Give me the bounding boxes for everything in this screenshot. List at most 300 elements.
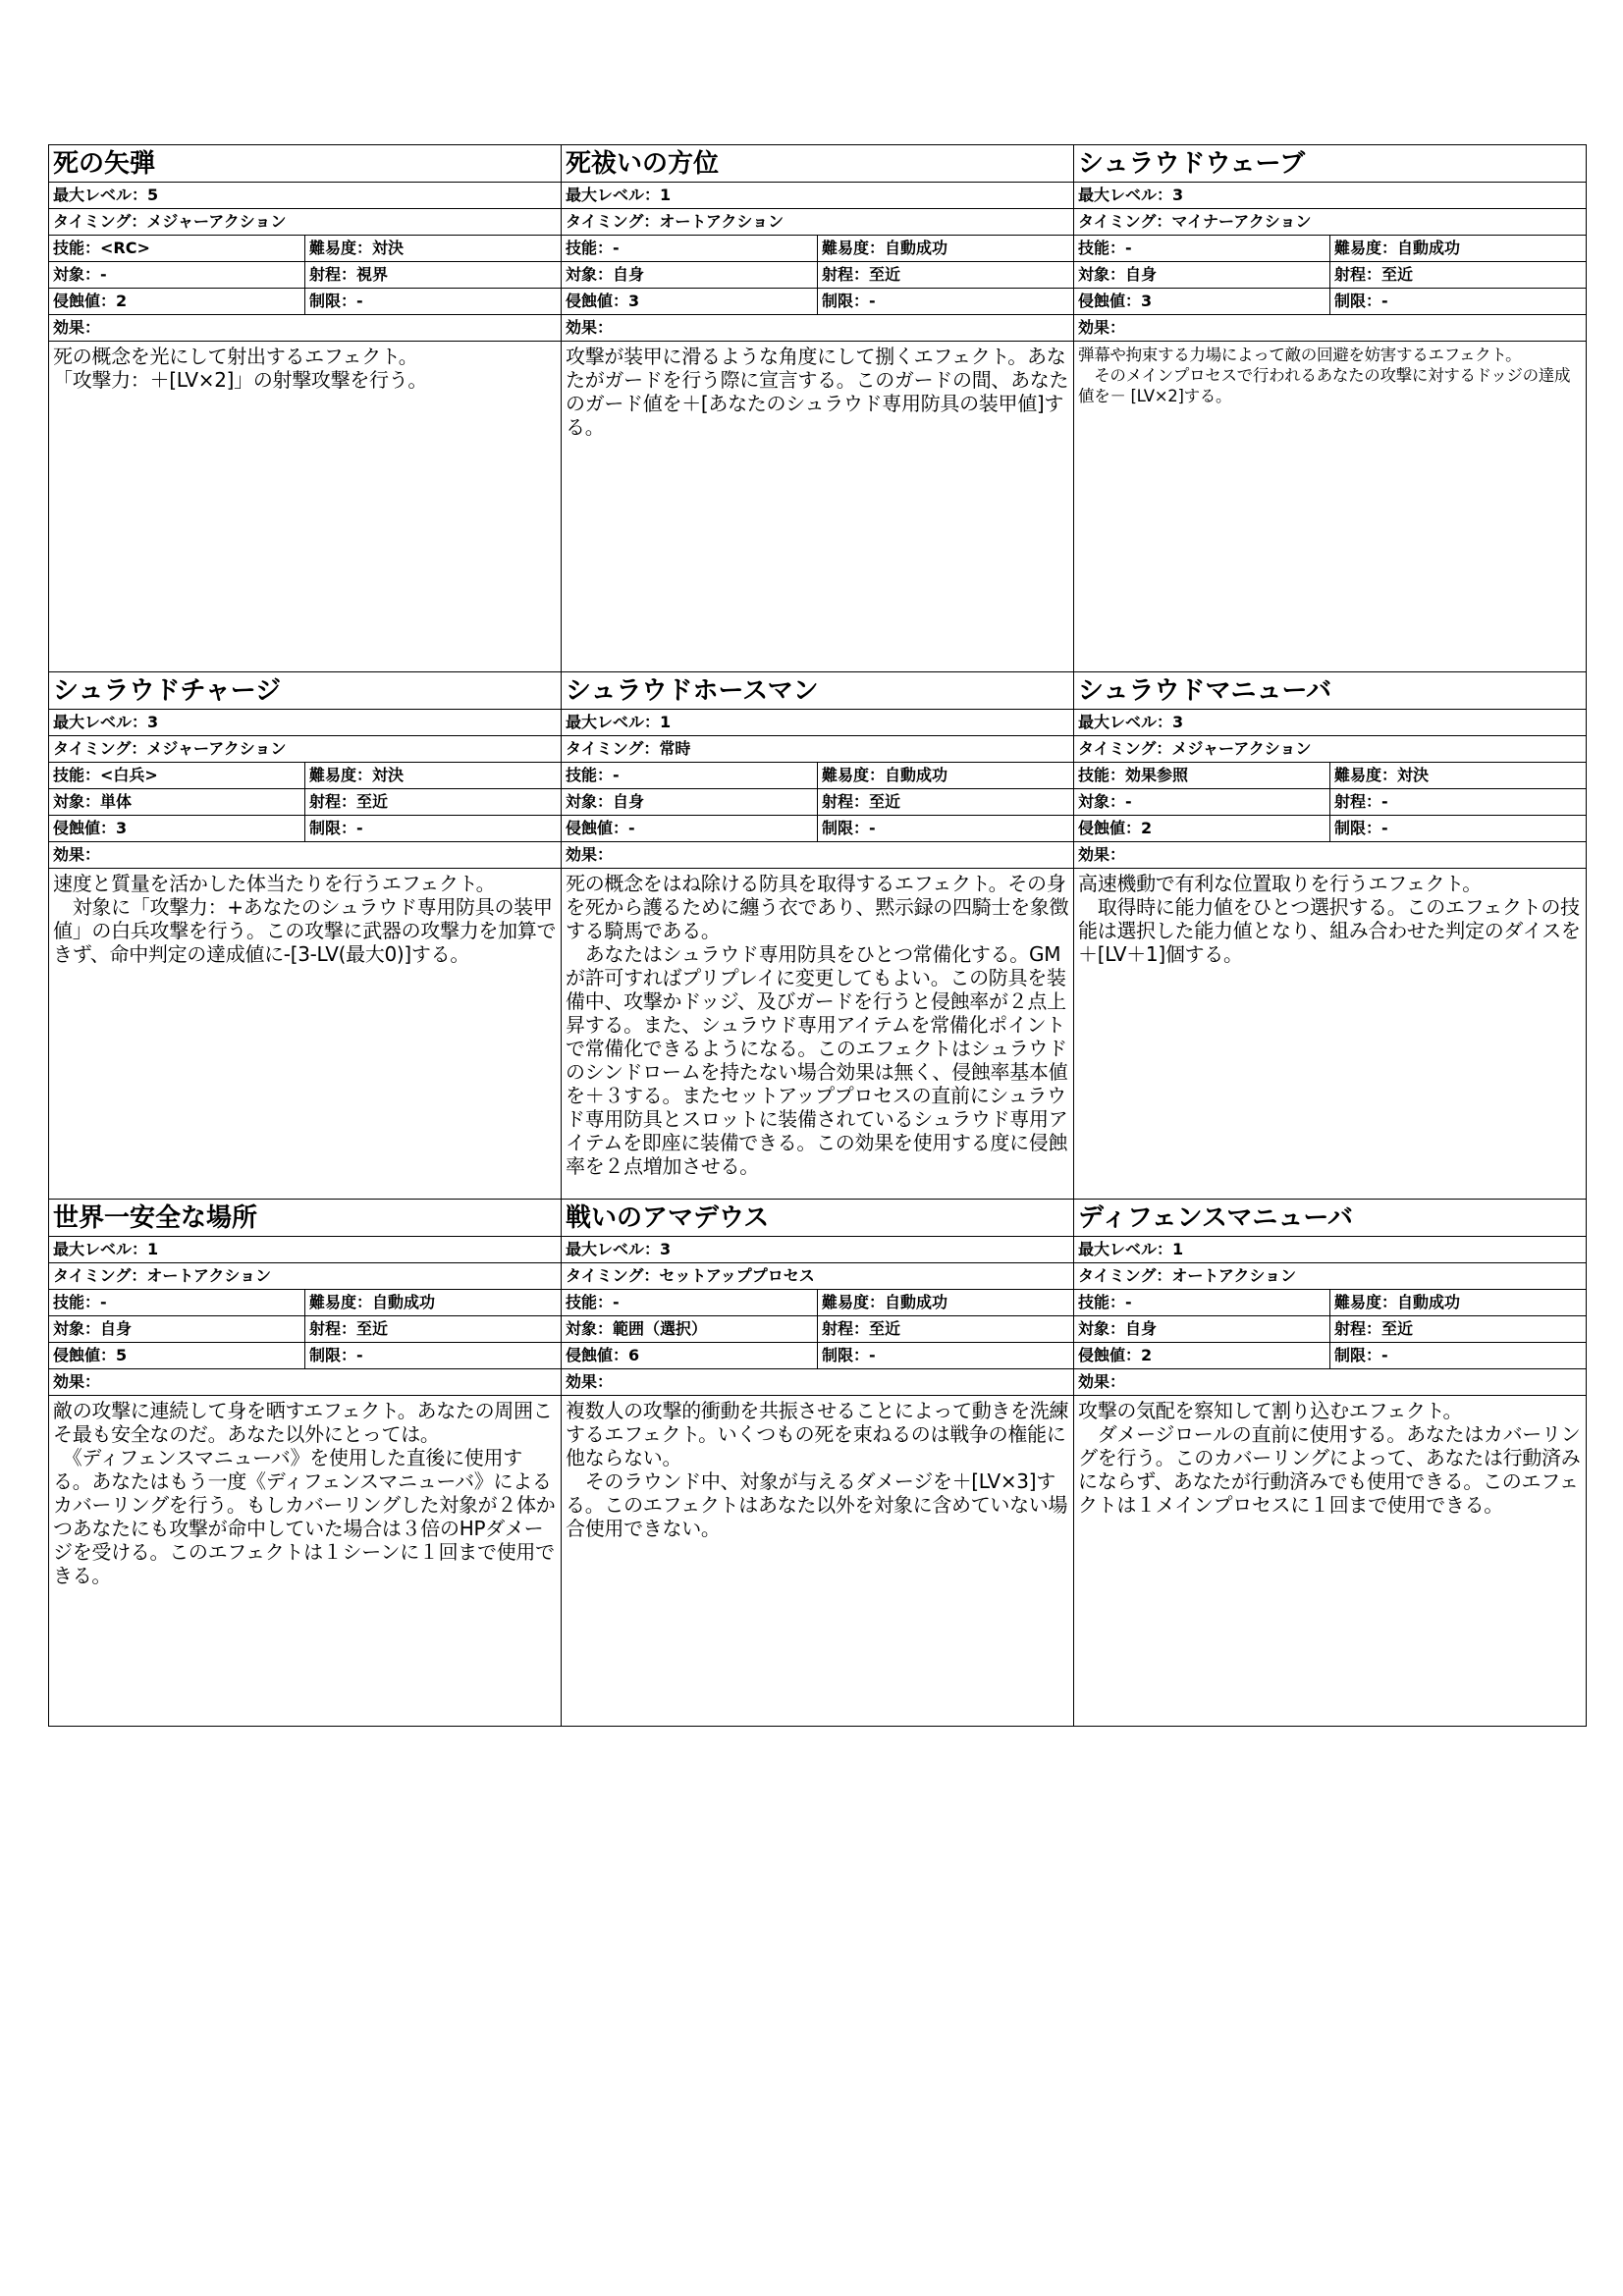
erosion-limit-row [1074, 1343, 1586, 1369]
erosion-label: 侵蝕値： [1078, 819, 1142, 837]
effect-header-row [562, 842, 1073, 869]
skill-difficulty-row [1074, 1290, 1586, 1316]
erosion-cell [49, 289, 305, 314]
effect-label: 効果： [566, 845, 614, 864]
target-range-row [1074, 262, 1586, 289]
range-cell [1330, 262, 1586, 288]
skill-label: 技能： [1078, 1293, 1126, 1311]
limit-value: - [1381, 1346, 1388, 1364]
max-level-value: 1 [660, 186, 672, 204]
difficulty-value: 対決 [372, 766, 405, 784]
erosion-value: 3 [116, 819, 128, 837]
range-cell [1330, 789, 1586, 815]
target-range-row [49, 1316, 561, 1343]
difficulty-value: 対決 [372, 239, 405, 257]
effect-card [562, 145, 1074, 672]
limit-label: 制限： [822, 292, 870, 310]
target-range-row [49, 789, 561, 816]
skill-cell [562, 763, 818, 788]
max-level-row [49, 183, 561, 209]
effect-label: 効果： [1078, 1372, 1126, 1391]
effect-name: シュラウドチャージ [49, 672, 561, 710]
max-level-label: 最大レベル： [566, 1240, 661, 1258]
limit-cell [305, 816, 561, 841]
difficulty-value: 自動成功 [372, 1293, 436, 1311]
effect-label: 効果： [566, 1372, 614, 1391]
target-value: 自身 [1125, 1319, 1158, 1338]
limit-cell [818, 289, 1073, 314]
max-level-cell [1074, 710, 1586, 735]
erosion-value: 2 [1141, 1346, 1153, 1364]
range-label: 射程： [309, 792, 357, 811]
max-level-label: 最大レベル： [53, 713, 148, 731]
erosion-limit-row [1074, 816, 1586, 842]
range-label: 射程： [822, 1319, 870, 1338]
max-level-value: 3 [1172, 186, 1184, 204]
skill-difficulty-row [49, 763, 561, 789]
limit-value: - [356, 819, 363, 837]
erosion-limit-row [49, 289, 561, 315]
difficulty-cell [1330, 1290, 1586, 1315]
effect-card [1074, 672, 1587, 1200]
max-level-value: 5 [147, 186, 159, 204]
target-range-row [562, 1316, 1073, 1343]
effect-header-row [49, 842, 561, 869]
timing-value: オートアクション [659, 212, 784, 231]
timing-row [562, 736, 1073, 763]
erosion-label: 侵蝕値： [53, 292, 117, 310]
effect-header-row [1074, 315, 1586, 342]
timing-label: タイミング： [566, 1266, 660, 1285]
max-level-label: 最大レベル： [566, 186, 661, 204]
max-level-cell [562, 1237, 1073, 1262]
target-label: 対象： [53, 1319, 101, 1338]
range-label: 射程： [1334, 1319, 1382, 1338]
skill-difficulty-row [1074, 236, 1586, 262]
difficulty-label: 難易度： [1334, 766, 1398, 784]
target-label: 対象： [53, 265, 101, 284]
timing-row [562, 209, 1073, 236]
erosion-label: 侵蝕値： [53, 1346, 117, 1364]
skill-cell [562, 236, 818, 261]
limit-label: 制限： [822, 819, 870, 837]
limit-label: 制限： [309, 292, 357, 310]
effect-name: 死祓いの方位 [562, 145, 1073, 183]
difficulty-cell [1330, 763, 1586, 788]
timing-label: タイミング： [1078, 1266, 1172, 1285]
max-level-label: 最大レベル： [53, 186, 148, 204]
timing-value: メジャーアクション [1171, 739, 1312, 758]
difficulty-label: 難易度： [822, 239, 886, 257]
limit-value: - [869, 1346, 876, 1364]
limit-label: 制限： [1334, 1346, 1382, 1364]
range-cell [1330, 1316, 1586, 1342]
timing-value: メジャーアクション [146, 212, 287, 231]
target-label: 対象： [1078, 265, 1126, 284]
target-value: 範囲（選択） [613, 1319, 708, 1338]
limit-label: 制限： [1334, 819, 1382, 837]
skill-cell [1074, 236, 1330, 261]
max-level-cell [49, 183, 561, 208]
difficulty-cell [1330, 236, 1586, 261]
target-value: 単体 [100, 792, 133, 811]
erosion-value: 3 [628, 292, 640, 310]
target-label: 対象： [1078, 1319, 1126, 1338]
limit-cell [305, 1343, 561, 1368]
skill-cell [1074, 763, 1330, 788]
effect-header-row [49, 315, 561, 342]
timing-label: タイミング： [53, 212, 147, 231]
difficulty-label: 難易度： [309, 239, 373, 257]
effect-label: 効果： [53, 318, 101, 337]
erosion-cell [49, 816, 305, 841]
max-level-cell [49, 1237, 561, 1262]
erosion-value: 5 [116, 1346, 128, 1364]
range-cell [305, 262, 561, 288]
erosion-cell [1074, 816, 1330, 841]
effect-card [562, 672, 1074, 1200]
limit-cell [1330, 289, 1586, 314]
effect-label: 効果： [53, 1372, 101, 1391]
effect-text: 攻撃が装甲に滑るような角度にして捌くエフェクト。あなたがガードを行う際に宣言する。このガードの間、あなたのガード値を＋[あなたのシュラウド専用防具の装甲値]する。 [566, 345, 1069, 439]
effect-text: 弾幕や拘束する力場によって敵の回避を妨害するエフェクト。 そのメインプロセスで行われるあなたの攻撃に対するドッジの達成値を－ [LV×2]する。 [1078, 346, 1571, 405]
skill-label: 技能： [1078, 239, 1126, 257]
max-level-value: 3 [1172, 713, 1184, 731]
limit-value: - [1381, 292, 1388, 310]
effect-header-row [562, 1369, 1073, 1396]
difficulty-value: 自動成功 [885, 1293, 948, 1311]
timing-row [1074, 736, 1586, 763]
timing-label: タイミング： [1078, 212, 1172, 231]
difficulty-cell [305, 1290, 561, 1315]
max-level-cell [562, 183, 1073, 208]
effect-name: シュラウドウェーブ [1074, 145, 1586, 183]
target-cell [1074, 262, 1330, 288]
effect-name: 死の矢弾 [49, 145, 561, 183]
max-level-row [562, 183, 1073, 209]
limit-cell [305, 289, 561, 314]
erosion-cell [49, 1343, 305, 1368]
max-level-cell [562, 710, 1073, 735]
skill-difficulty-row [562, 1290, 1073, 1316]
limit-value: - [869, 292, 876, 310]
limit-label: 制限： [309, 1346, 357, 1364]
erosion-cell [562, 816, 818, 841]
timing-row [49, 1263, 561, 1290]
erosion-limit-row [1074, 289, 1586, 315]
erosion-cell [1074, 1343, 1330, 1368]
max-level-cell [1074, 1237, 1586, 1262]
timing-cell [1074, 736, 1586, 762]
max-level-label: 最大レベル： [1078, 713, 1173, 731]
erosion-label: 侵蝕値： [566, 292, 629, 310]
difficulty-label: 難易度： [822, 766, 886, 784]
timing-cell [1074, 1263, 1586, 1289]
target-cell [49, 1316, 305, 1342]
range-cell [305, 789, 561, 815]
effect-card [49, 1200, 562, 1727]
range-value: 視界 [356, 265, 389, 284]
target-value: 自身 [613, 265, 645, 284]
effect-label: 効果： [1078, 318, 1126, 337]
difficulty-cell [818, 1290, 1073, 1315]
range-cell [818, 789, 1073, 815]
max-level-value: 1 [1172, 1240, 1184, 1258]
skill-value: <白兵> [100, 766, 158, 784]
limit-cell [818, 1343, 1073, 1368]
range-value: 至近 [869, 792, 901, 811]
target-label: 対象： [566, 1319, 614, 1338]
effect-header-row [1074, 842, 1586, 869]
effect-header-row [1074, 1369, 1586, 1396]
difficulty-cell [305, 236, 561, 261]
timing-cell [562, 209, 1073, 235]
limit-cell [1330, 816, 1586, 841]
range-value: 至近 [1381, 265, 1414, 284]
max-level-row [562, 710, 1073, 736]
timing-value: オートアクション [1171, 1266, 1297, 1285]
max-level-value: 3 [660, 1240, 672, 1258]
difficulty-label: 難易度： [309, 766, 373, 784]
skill-label: 技能： [53, 766, 101, 784]
effect-label: 効果： [566, 318, 614, 337]
max-level-row [49, 710, 561, 736]
target-range-row [1074, 789, 1586, 816]
erosion-limit-row [562, 816, 1073, 842]
difficulty-cell [818, 236, 1073, 261]
range-value: - [1381, 792, 1388, 811]
difficulty-value: 自動成功 [1397, 1293, 1461, 1311]
max-level-label: 最大レベル： [1078, 1240, 1173, 1258]
limit-label: 制限： [822, 1346, 870, 1364]
limit-cell [1330, 1343, 1586, 1368]
max-level-row [562, 1237, 1073, 1263]
difficulty-value: 自動成功 [885, 766, 948, 784]
effect-card [562, 1200, 1074, 1727]
difficulty-label: 難易度： [1334, 239, 1398, 257]
range-label: 射程： [309, 265, 357, 284]
timing-row [562, 1263, 1073, 1290]
skill-cell [562, 1290, 818, 1315]
skill-cell [49, 1290, 305, 1315]
target-range-row [1074, 1316, 1586, 1343]
max-level-row [1074, 710, 1586, 736]
range-label: 射程： [1334, 792, 1382, 811]
erosion-value: - [628, 819, 635, 837]
limit-label: 制限： [1334, 292, 1382, 310]
erosion-value: 6 [628, 1346, 640, 1364]
max-level-label: 最大レベル： [566, 713, 661, 731]
difficulty-value: 自動成功 [885, 239, 948, 257]
target-label: 対象： [1078, 792, 1126, 811]
erosion-label: 侵蝕値： [566, 1346, 629, 1364]
effect-label: 効果： [1078, 845, 1126, 864]
effect-card [1074, 145, 1587, 672]
difficulty-value: 自動成功 [1397, 239, 1461, 257]
erosion-value: 2 [1141, 819, 1153, 837]
skill-value: - [100, 1293, 107, 1311]
target-value: 自身 [100, 1319, 133, 1338]
timing-value: オートアクション [146, 1266, 272, 1285]
timing-label: タイミング： [53, 1266, 147, 1285]
skill-label: 技能： [53, 239, 101, 257]
effect-text: 死の概念を光にして射出するエフェクト。 「攻撃力：＋[LV×2]」の射撃攻撃を行う。 [53, 345, 428, 392]
range-value: 至近 [869, 265, 901, 284]
range-label: 射程： [309, 1319, 357, 1338]
max-level-label: 最大レベル： [1078, 186, 1173, 204]
erosion-limit-row [562, 289, 1073, 315]
skill-value: - [613, 239, 620, 257]
effect-name: シュラウドマニューバ [1074, 672, 1586, 710]
skill-difficulty-row [49, 236, 561, 262]
target-label: 対象： [53, 792, 101, 811]
timing-row [49, 736, 561, 763]
effect-card [49, 672, 562, 1200]
effect-header-row [562, 315, 1073, 342]
difficulty-label: 難易度： [822, 1293, 886, 1311]
range-value: 至近 [356, 792, 389, 811]
range-value: 至近 [1381, 1319, 1414, 1338]
skill-value: - [1125, 239, 1132, 257]
limit-value: - [356, 1346, 363, 1364]
skill-cell [49, 236, 305, 261]
difficulty-cell [305, 763, 561, 788]
effect-text: 死の概念をはね除ける防具を取得するエフェクト。その身を死から護るために纏う衣であり、黙示録の四騎士を象徴する騎馬である。 あなたはシュラウド専用防具をひとつ常備化する。GMが許可すればプリプレイに変更してもよい。この防具を装備中、攻撃かドッジ、及びガードを行うと侵蝕率が２点上昇する。また、シュラウド専用アイテムを常備化ポイントで常備化できるようになる。このエフェクトはシュラウドのシンドロームを持たない場合効果は無く、侵蝕率基本値を＋３する。またセットアッププロセスの直前にシュラウド専用防具とスロットに装備されているシュラウド専用アイテムを即座に装備できる。この効果を使用する度に侵蝕率を２点増加させる。 [566, 872, 1069, 1178]
effect-header-row [49, 1369, 561, 1396]
timing-label: タイミング： [1078, 739, 1172, 758]
effect-card-sheet [48, 144, 1587, 1727]
timing-cell [49, 1263, 561, 1289]
difficulty-label: 難易度： [309, 1293, 373, 1311]
erosion-label: 侵蝕値： [1078, 1346, 1142, 1364]
max-level-row [49, 1237, 561, 1263]
max-level-row [1074, 1237, 1586, 1263]
timing-cell [1074, 209, 1586, 235]
skill-difficulty-row [562, 763, 1073, 789]
target-value: 自身 [613, 792, 645, 811]
skill-value: - [1125, 1293, 1132, 1311]
skill-value: 効果参照 [1125, 766, 1189, 784]
effect-text: 高速機動で有利な位置取りを行うエフェクト。 取得時に能力値をひとつ選択する。このエフェクトの技能は選択した能力値となり、組み合わせた判定のダイスを＋[LV＋1]個する。 [1078, 872, 1581, 966]
target-value: - [1125, 792, 1132, 811]
timing-row [1074, 209, 1586, 236]
difficulty-value: 対決 [1397, 766, 1430, 784]
target-cell [562, 262, 818, 288]
effect-name: 戦いのアマデウス [562, 1200, 1073, 1237]
target-label: 対象： [566, 265, 614, 284]
skill-difficulty-row [49, 1290, 561, 1316]
range-label: 射程： [1334, 265, 1382, 284]
max-level-value: 1 [147, 1240, 159, 1258]
skill-label: 技能： [1078, 766, 1126, 784]
effect-label: 効果： [53, 845, 101, 864]
effect-card [1074, 1200, 1587, 1727]
effect-text: 速度と質量を活かした体当たりを行うエフェクト。 対象に「攻撃力：+あなたのシュラウド専用防具の装甲値」の白兵攻撃を行う。この攻撃に武器の攻撃力を加算できず、命中判定の達成値に-[3-LV(最大0)]する。 [53, 872, 557, 966]
timing-value: メジャーアクション [146, 739, 287, 758]
difficulty-label: 難易度： [1334, 1293, 1398, 1311]
skill-label: 技能： [566, 766, 614, 784]
timing-cell [562, 1263, 1073, 1289]
max-level-cell [1074, 183, 1586, 208]
max-level-value: 3 [147, 713, 159, 731]
erosion-label: 侵蝕値： [1078, 292, 1142, 310]
target-range-row [562, 262, 1073, 289]
target-cell [562, 789, 818, 815]
target-value: 自身 [1125, 265, 1158, 284]
effect-text: 攻撃の気配を察知して割り込むエフェクト。 ダメージロールの直前に使用する。あなたはカバーリングを行う。このカバーリングによって、あなたは行動済みにならず、あなたが行動済みでも使用できる。このエフェクトは１メインプロセスに１回まで使用できる。 [1078, 1399, 1581, 1517]
limit-value: - [869, 819, 876, 837]
erosion-limit-row [49, 1343, 561, 1369]
effect-name: ディフェンスマニューバ [1074, 1200, 1586, 1237]
target-cell [1074, 1316, 1330, 1342]
skill-difficulty-row [1074, 763, 1586, 789]
skill-label: 技能： [566, 239, 614, 257]
limit-value: - [356, 292, 363, 310]
range-label: 射程： [822, 265, 870, 284]
target-range-row [49, 262, 561, 289]
limit-value: - [1381, 819, 1388, 837]
max-level-cell [49, 710, 561, 735]
target-cell [49, 262, 305, 288]
limit-cell [818, 816, 1073, 841]
timing-value: マイナーアクション [1171, 212, 1312, 231]
effect-name: シュラウドホースマン [562, 672, 1073, 710]
timing-value: 常時 [659, 739, 691, 758]
effect-text: 敵の攻撃に連続して身を晒すエフェクト。あなたの周囲こそ最も安全なのだ。あなた以外にとっては。 《ディフェンスマニューバ》を使用した直後に使用する。あなたはもう一度《ディフェンスマニューバ》によるカバーリングを行う。もしカバーリングした対象が２体かつあなたにも攻撃が命中していた場合は３倍のHPダメージを受ける。このエフェクトは１シーンに１回まで使用できる。 [53, 1399, 556, 1587]
erosion-label: 侵蝕値： [53, 819, 117, 837]
timing-cell [49, 736, 561, 762]
timing-cell [49, 209, 561, 235]
target-cell [1074, 789, 1330, 815]
erosion-cell [562, 1343, 818, 1368]
skill-value: - [613, 1293, 620, 1311]
max-level-label: 最大レベル： [53, 1240, 148, 1258]
target-cell [49, 789, 305, 815]
target-label: 対象： [566, 792, 614, 811]
target-range-row [562, 789, 1073, 816]
timing-label: タイミング： [53, 739, 147, 758]
skill-value: - [613, 766, 620, 784]
limit-label: 制限： [309, 819, 357, 837]
range-cell [305, 1316, 561, 1342]
timing-cell [562, 736, 1073, 762]
difficulty-cell [818, 763, 1073, 788]
effect-text: 複数人の攻撃的衝動を共振させることによって動きを洗練するエフェクト。いくつもの死を束ねるのは戦争の権能に他ならない。 そのラウンド中、対象が与えるダメージを＋[LV×3]する。このエフェクトはあなた以外を対象に含めていない場合使用できない。 [566, 1399, 1069, 1540]
timing-label: タイミング： [566, 212, 660, 231]
skill-cell [49, 763, 305, 788]
timing-row [1074, 1263, 1586, 1290]
max-level-value: 1 [660, 713, 672, 731]
erosion-label: 侵蝕値： [566, 819, 629, 837]
erosion-limit-row [49, 816, 561, 842]
timing-label: タイミング： [566, 739, 660, 758]
skill-difficulty-row [562, 236, 1073, 262]
range-value: 至近 [356, 1319, 389, 1338]
max-level-row [1074, 183, 1586, 209]
range-cell [818, 1316, 1073, 1342]
effect-card [49, 145, 562, 672]
timing-row [49, 209, 561, 236]
range-cell [818, 262, 1073, 288]
target-value: - [100, 265, 107, 284]
timing-value: セットアッププロセス [659, 1266, 815, 1285]
skill-cell [1074, 1290, 1330, 1315]
target-cell [562, 1316, 818, 1342]
skill-label: 技能： [566, 1293, 614, 1311]
erosion-value: 2 [116, 292, 128, 310]
erosion-cell [1074, 289, 1330, 314]
skill-value: <RC> [100, 239, 150, 257]
